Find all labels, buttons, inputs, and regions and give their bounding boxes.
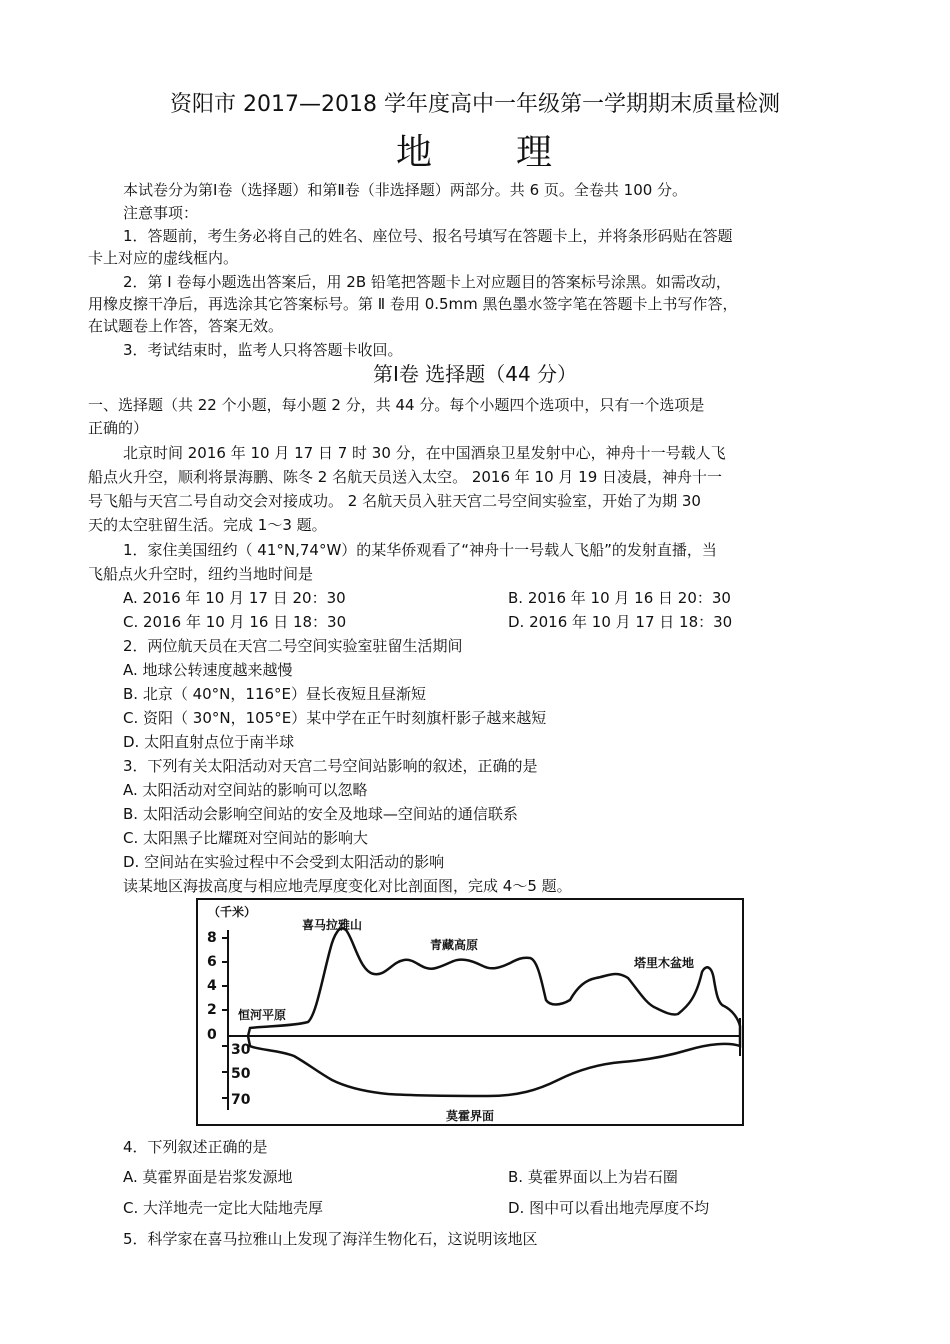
q3-option-d[interactable]: D. 空间站在实验过程中不会受到太阳活动的影响 — [123, 853, 445, 871]
passage1-line-1: 北京时间 2016 年 10 月 17 日 7 时 30 分，在中国酒泉卫星发射中心，神舟十一号载人飞 — [123, 444, 726, 462]
passage1-line-2: 船点火升空，顺利将景海鹏、陈冬 2 名航天员送入太空。 2016 年 10 月 19 日凌晨，神舟十一 — [88, 468, 723, 486]
note-1a: 1．答题前，考生务必将自己的姓名、座位号、报名号填写在答题卡上，并将条形码贴在答题 — [123, 227, 733, 245]
q1-option-b[interactable]: B. 2016 年 10 月 16 日 20：30 — [508, 589, 731, 607]
moho-label: 莫霍界面 — [446, 1109, 495, 1123]
tick-label-0: 0 — [207, 1027, 217, 1043]
q1-option-a[interactable]: A. 2016 年 10 月 17 日 20：30 — [123, 589, 346, 607]
intro-line: 本试卷分为第Ⅰ卷（选择题）和第Ⅱ卷（非选择题）两部分。共 6 页。全卷共 100 分。 — [123, 181, 688, 199]
q4-option-a[interactable]: A. 莫霍界面是岩浆发源地 — [123, 1168, 293, 1186]
tick-label-8: 8 — [207, 930, 217, 946]
tick-label-6: 6 — [207, 954, 217, 970]
tick-label-70: 70 — [231, 1092, 251, 1108]
figure-unit-label: （千米） — [208, 905, 257, 919]
note-2c: 在试题卷上作答，答案无效。 — [88, 317, 284, 335]
tick-label-50: 50 — [231, 1066, 251, 1082]
exam-title: 资阳市 2017—2018 学年度高中一年级第一学期期末质量检测 — [170, 92, 780, 117]
q3-option-b[interactable]: B. 太阳活动会影响空间站的安全及地球—空间站的通信联系 — [123, 805, 518, 823]
q4-stem: 4．下列叙述正确的是 — [123, 1138, 268, 1156]
q4-option-d[interactable]: D. 图中可以看出地壳厚度不均 — [508, 1199, 710, 1217]
himalaya-label: 喜马拉雅山 — [302, 918, 363, 932]
note-3: 3．考试结束时，监考人只将答题卡收回。 — [123, 341, 403, 359]
note-2a: 2．第 Ⅰ 卷每小题选出答案后，用 2B 铅笔把答题卡上对应题目的答案标号涂黑。如需改动， — [123, 273, 731, 291]
surface-profile-line — [248, 928, 740, 1036]
passage1-line-3: 号飞船与天宫二号自动交会对接成功。 2 名航天员入驻天宫二号空间实验室，开始了为期 30 — [88, 492, 701, 510]
q3-option-c[interactable]: C. 太阳黑子比耀斑对空间站的影响大 — [123, 829, 369, 847]
q3-option-a[interactable]: A. 太阳活动对空间站的影响可以忽略 — [123, 781, 368, 799]
note-2b: 用橡皮擦干净后，再选涂其它答案标号。第 Ⅱ 卷用 0.5mm 黑色墨水签字笔在答题卡上书写作答， — [88, 295, 738, 313]
notes-title: 注意事项： — [123, 204, 199, 222]
crust-profile-figure — [196, 898, 744, 1126]
q2-option-b[interactable]: B. 北京（ 40°N，116°E）昼长夜短且昼渐短 — [123, 685, 427, 703]
q1-stem-b: 飞船点火升空时，纽约当地时间是 — [88, 565, 314, 583]
q4-option-b[interactable]: B. 莫霍界面以上为岩石圈 — [508, 1168, 678, 1186]
tick-label-30: 30 — [231, 1042, 251, 1058]
tick-label-4: 4 — [207, 978, 217, 994]
q1-option-c[interactable]: C. 2016 年 10 月 16 日 18：30 — [123, 613, 347, 631]
plateau-label: 青藏高原 — [430, 938, 479, 952]
q3-stem: 3．下列有关太阳活动对天宫二号空间站影响的叙述，正确的是 — [123, 757, 538, 775]
q1-stem-a: 1．家住美国纽约（ 41°N,74°W）的某华侨观看了“神舟十一号载人飞船”的发射直播，当 — [123, 541, 717, 559]
q5-stem: 5．科学家在喜马拉雅山上发现了海洋生物化石，这说明该地区 — [123, 1230, 538, 1248]
q2-option-d[interactable]: D. 太阳直射点位于南半球 — [123, 733, 295, 751]
moho-profile-line — [248, 1036, 740, 1096]
q2-option-a[interactable]: A. 地球公转速度越来越慢 — [123, 661, 293, 679]
passage2-line: 读某地区海拔高度与相应地壳厚度变化对比剖面图，完成 4～5 题。 — [123, 877, 572, 895]
tarim-label: 塔里木盆地 — [634, 956, 695, 970]
section-instruction-b: 正确的） — [88, 419, 149, 437]
section-title: 第Ⅰ卷 选择题（44 分） — [372, 362, 578, 386]
q4-option-c[interactable]: C. 大洋地壳一定比大陆地壳厚 — [123, 1199, 324, 1217]
subject-char-2: 理 — [516, 132, 555, 173]
subject-char-1: 地 — [395, 132, 434, 173]
section-instruction-a: 一、选择题（共 22 个小题，每小题 2 分，共 44 分。每个小题四个选项中，只有一个选项是 — [88, 396, 705, 414]
q1-option-d[interactable]: D. 2016 年 10 月 17 日 18：30 — [508, 613, 733, 631]
q2-stem: 2．两位航天员在天宫二号空间实验室驻留生活期间 — [123, 637, 463, 655]
tick-label-2: 2 — [207, 1002, 217, 1018]
passage1-line-4: 天的太空驻留生活。完成 1～3 题。 — [88, 516, 327, 534]
ganges-label: 恒河平原 — [238, 1008, 287, 1022]
subject-title — [0, 132, 950, 173]
note-1b: 卡上对应的虚线框内。 — [88, 249, 239, 267]
q2-option-c[interactable]: C. 资阳（ 30°N，105°E）某中学在正午时刻旗杆影子越来越短 — [123, 709, 547, 727]
